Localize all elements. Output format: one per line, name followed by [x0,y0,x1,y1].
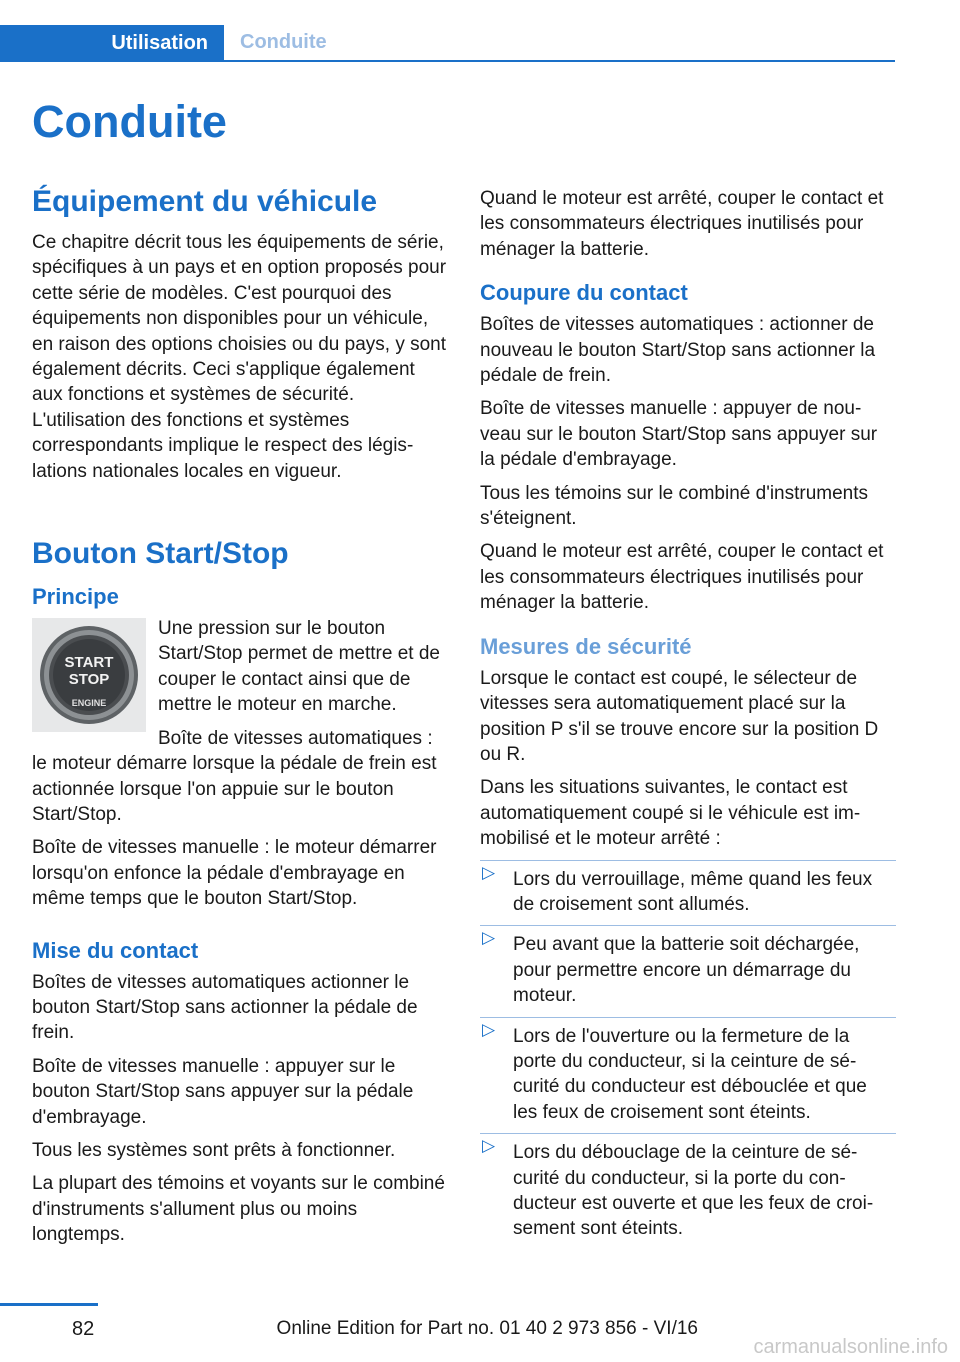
start-stop-button-image [32,618,146,732]
bullet-divider [480,925,896,926]
bullet-text: Lors du verrouillage, même quand les feux de croisement sont allumés. [513,868,873,915]
section-title-equipment: Équipement du véhicule [32,185,378,218]
watermark: carmanualsonline.info [753,1336,948,1358]
button-label-engine: ENGINE [71,698,107,709]
ignition-off-text-1: Boîtes de vitesses automatiques : actionner de nouveau le bouton Start/Stop sans actionner la pédale de frein. [480,314,876,387]
left-column [32,180,448,1256]
ignition-off-text-3: Tous les témoins sur le combiné d'instruments s'éteignent. [480,482,869,530]
right-column [480,180,896,1242]
bullet-text: Lors du débouclage de la ceinture de sécurité du conducteur, si la porte du conducteur est ouverte et que les feux de croisement sont éteints. [513,1142,874,1240]
edition-footer: Online Edition for Part no. 01 40 2 973 856 - VI/16 [276,1318,698,1339]
triangle-bullet-icon: ▷ [482,1136,496,1156]
equipment-text: Ce chapitre décrit tous les équipements de série, spécifiques à un pays et en option proposés pour cette série de modèles. C'est pourquoi des équipements non disponibles pour un véhicule, en raison des options choisies ou du pays, y sont également décrits. Ceci s'applique également aux fonctions et systèmes de sécurité. L'utilisation des fonctions et systèmes correspondants implique le respect des législations nationales locales en vigueur. [32,232,447,482]
tab-utilisation[interactable]: Utilisation [0,25,224,62]
bullet-divider [480,1133,896,1134]
right-intro-text: Quand le moteur est arrêté, couper le contact et les consommateurs électriques inutilisés pour ménager la batterie. [480,188,884,260]
header-rule [0,60,895,62]
principle-text-1: Une pression sur le bouton Start/Stop permet de mettre et de couper le contact ainsi que de mettre le moteur en marche. [158,618,440,716]
principle-figure-row [32,616,448,835]
triangle-bullet-icon: ▷ [482,1019,496,1039]
chapter-title: Conduite [32,96,227,147]
list-item [480,925,896,1008]
list-item [480,860,896,918]
bullet-divider [480,860,896,861]
ignition-on-text-2: Boîte de vitesses manuelle : appuyer sur le bouton Start/Stop sans appuyer sur la pédale d'embrayage. [32,1055,414,1128]
bullet-divider [480,1017,896,1018]
subsection-title-principle: Principe [32,584,119,610]
page-number: 82 [72,1318,95,1340]
list-item [480,1133,896,1242]
triangle-bullet-icon: ▷ [482,862,496,882]
ignition-on-text-3: Tous les systèmes sont prêts à fonctionner. [32,1139,396,1161]
header-tabbar [0,25,895,62]
subsection-title-ignition-on: Mise du contact [32,937,199,963]
ignition-on-text-4: La plupart des témoins et voyants sur le combiné d'instruments s'allument plus ou moins longtemps. [32,1173,445,1246]
principle-text-3: Boîte de vitesses manuelle : le moteur démarrer lorsqu'on enfonce la pédale d'embrayage en même temps que le bouton Start/Stop. [32,837,437,910]
ignition-off-text-4: Quand le moteur est arrêté, couper le contact et les consommateurs électriques inutilisés pour ménager la batterie. [480,541,884,614]
section-title-start-stop: Bouton Start/Stop [32,537,289,571]
safety-text-1: Lorsque le contact est coupé, le sélecteur de vitesses sera automatiquement placé sur la position P s'il se trouve encore sur la position D ou R. [480,667,879,765]
subsection-title-ignition-off: Coupure du contact [480,280,688,306]
page-number-rule [0,1303,98,1306]
triangle-bullet-icon: ▷ [482,928,496,948]
ignition-off-text-2: Boîte de vitesses manuelle : appuyer de nouveau sur le bouton Start/Stop sans appuyer sur la pédale d'embrayage. [480,398,878,471]
button-label-stop: STOP [68,671,110,689]
subsection-title-safety: Mesures de sécurité [480,633,692,659]
list-item [480,1017,896,1126]
tab-conduite[interactable]: Conduite [240,31,327,53]
principle-text-2: Boîte de vitesses automatiques : le moteur démarre lorsque la pédale de frein est actionnée lorsque l'on appuie sur le bouton Start/Stop. [32,727,437,825]
ignition-on-text-1: Boîtes de vitesses automatiques actionner le bouton Start/Stop sans actionner la pédale de frein. [32,971,418,1044]
bullet-text: Peu avant que la batterie soit déchargée, pour permettre encore un démarrage du moteur. [513,934,860,1007]
button-label-start: START [64,654,114,672]
safety-text-2: Dans les situations suivantes, le contact est automatiquement coupé si le véhicule est immobilisé et le moteur arrêté : [480,777,861,850]
bullet-text: Lors de l'ouverture ou la fermeture de la porte du conducteur, si la ceinture de sécurité du conducteur est débouclée et que les feux de croisement sont éteints. [513,1025,867,1123]
safety-bullet-list [480,860,896,1242]
